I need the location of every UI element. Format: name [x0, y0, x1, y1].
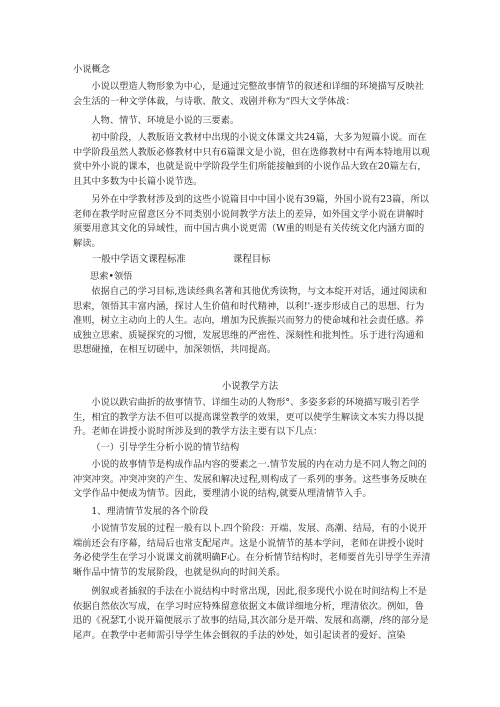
paragraph-three-elements: 人物、情节、环境是小说的三要素。 [91, 115, 240, 126]
section-title-teaching-methods: 小说教学方法 [221, 381, 279, 392]
section-heading-plot-stages: 1、理清情节发展的各个阶段 [91, 506, 209, 517]
paragraph-plot-stages: 小说情节发展的过程一般有以卜.四个阶段：开端、发展、高潮、结局，有的小说开端前还会有序幕，结局后也常支配尾声。这是小说情节的基本学问，老师在讲授小说时务必使学生在学习小说课文前就明确F心。在分析情节结构时，老师要首先引导学生弄清晰作品中情节的发展阶段，也就是纵向的时间关系。 [73, 523, 431, 578]
paragraph-textbook-count: 初中阶段，人教版语文教材中出现的小说文体课文共24篇，大多为短篇小说。而在中学阶段虽然人教版必修教材中只有6篇课文是小说，但在选修教材中有两本特地用以观赏中外小说的课本，也就是说中学阶段学生们所能接触到的小说作品大致在20篇左右，且其中多数为中长篇小说节选。 [73, 132, 430, 187]
paragraph-definition: 小说以塑造人物形象为中心，是通过完整故事情节的叙述和详细的环境描写反映社会生活的一种文学体裁，与诗歌、散文、戏剧并称为“四大文学体战： [73, 81, 424, 107]
paragraph-methods-intro: 小说以跌宕曲折的故事情节、详细生动的人物形°、多姿多彩的环境描写吸引若学生，相宜的教学方法不但可以提高课堂教学的效果，更可以使学生解读文本实力得以提升。老师在讲授小说时所涉及到的教学方法主要有以下几点： [73, 397, 425, 438]
heading-concept: 小说概念 [73, 64, 110, 75]
sub-heading-reflection: 思索•领悟 [90, 271, 133, 282]
paragraph-flashback: 例叙或者插叙的手法在小说结构中时常出现，因此,很多现代小说在时间结构上不是依据自然依次写成，在学习时应特殊留意依据文本做详细地分析，理清依次。例如，鲁迅的《祝瑟T,小说开篇便展示了故事的结局,其次部分是开端、发展和高潮，/终的部分是尾声。在教学中老师需引导学生体会倒叙的手法的妙处，如引起读者的爱好、渲染 [73, 586, 429, 641]
standard-label-right: 课程目标 [233, 254, 271, 265]
paragraph-foreign-chinese: 另外在中学教材涉及到的这些小说篇目中中国小说有39篇，外国小说有23篇，所以老师在教学时应留意区分不同类别小说间教学方法上的差异，如外国文学小说在讲解时须要用意其文化的异域性，而中国古典小说更需（W重的则是有关传统文化内涵方面的解读。 [73, 194, 430, 249]
paragraph-plot-conflict: 小说的故事情节是构成作品内容的要素之一.情节发展的内在动力是不同人物之间的冲突冲突。冲突冲突的产生、发展和解决过程,则构成了一系列的事务。这些事务反映在文学作品中便成为情节。因此，要理清小说的结构,就要从理清情节入手。 [73, 459, 427, 500]
section-heading-plot-structure: （一）引导学生分析小说的情节结构 [91, 442, 240, 453]
paragraph-learning-goals: 依据自己的学习目标,选读经典名著和其他优秀读物，与文本绽开对话，通过阅读和思索，领悟其丰富内涵，探讨人生价值和时代精神，以利!'-逐步形成自己的思想、行为准则，树立主动向上的人生。志向，增加为民族振兴而努力的使命城和社会责任感。养成独立思索、质疑探究的习惯，发展思维的严密性、深刻性和批判性。乐于进行沟通和思想碰撞，在相互切磋中，加深领悟，共同提高。 [73, 286, 427, 356]
standard-label-left: 一般中学语文课程标准 [92, 254, 186, 265]
